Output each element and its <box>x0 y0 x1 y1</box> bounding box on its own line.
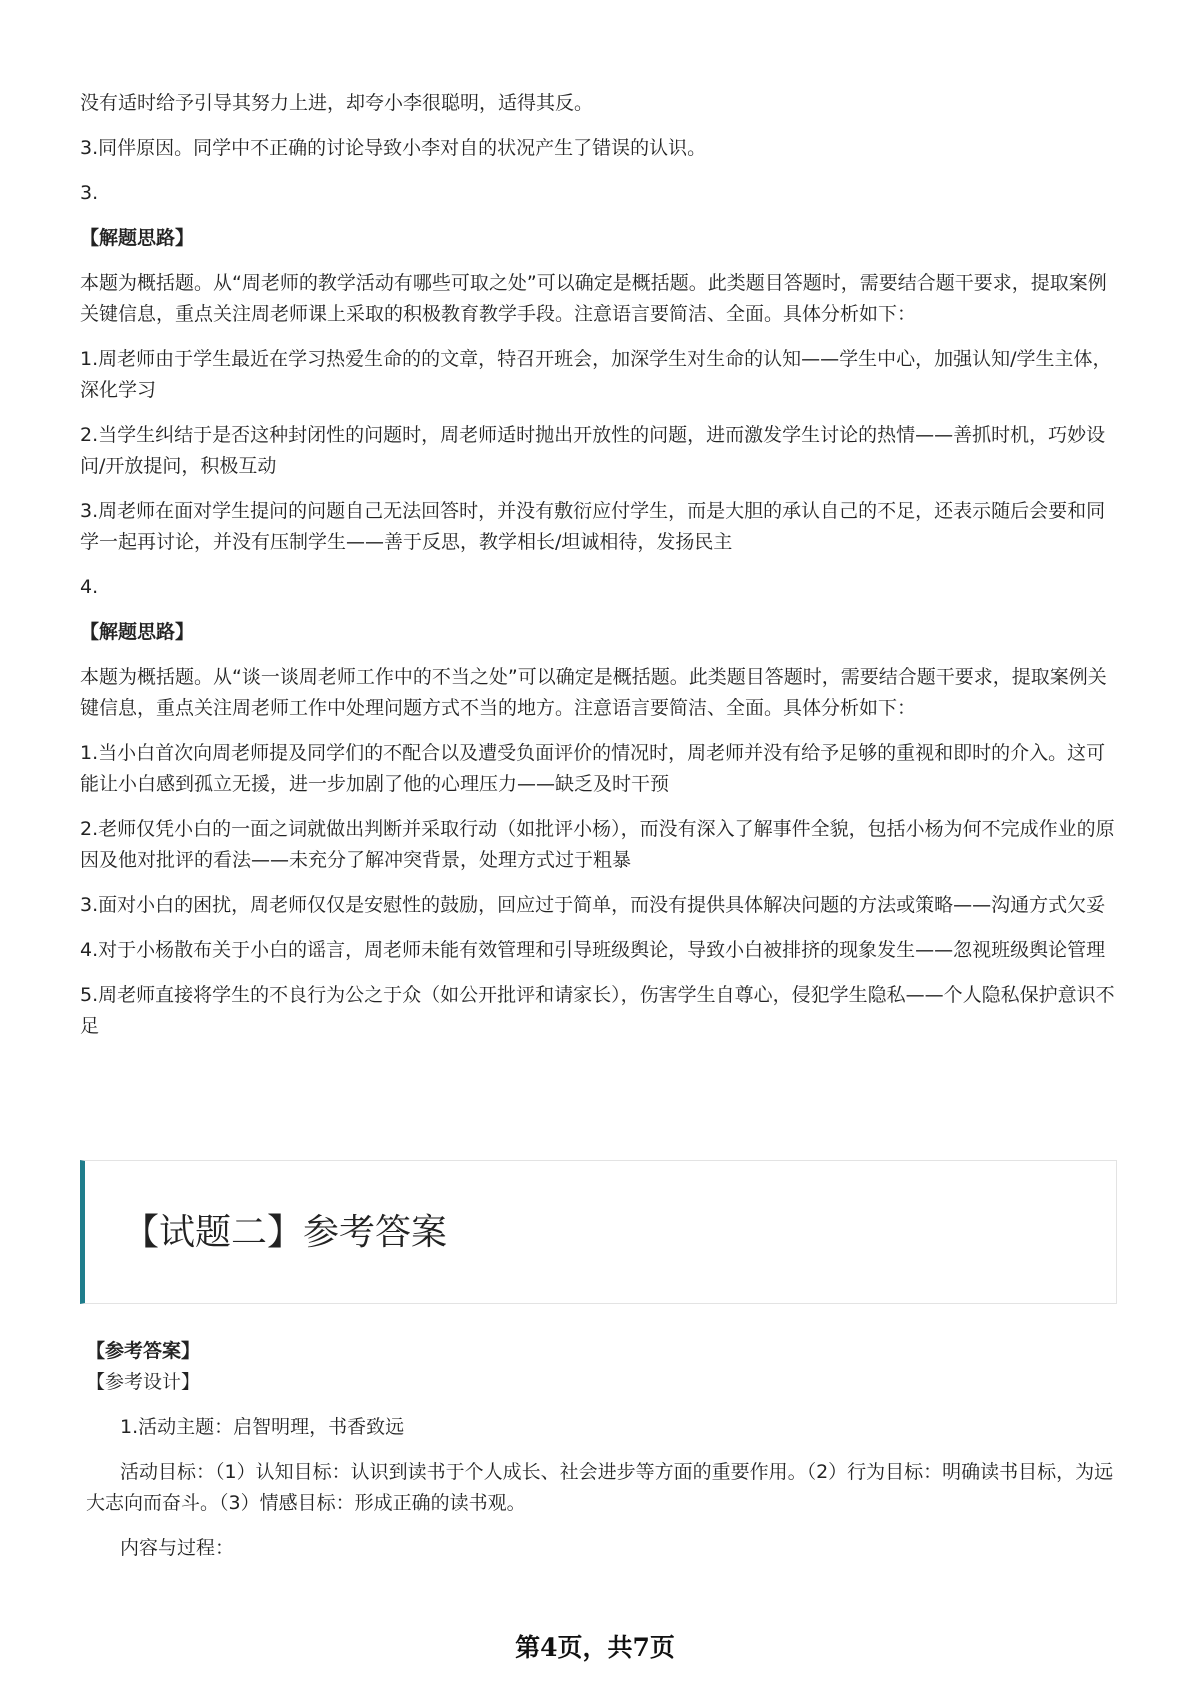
paragraph: 2.当学生纠结于是否这种封闭性的问题时，周老师适时抛出开放性的问题，进而激发学生讨论的热情——善抓时机，巧妙设问/开放提问，积极互动 <box>80 424 1106 477</box>
paragraph: 5.周老师直接将学生的不良行为公之于众（如公开批评和请家长），伤害学生自尊心，侵犯学生隐私——个人隐私保护意识不足 <box>80 984 1115 1037</box>
paragraph: 2.老师仅凭小白的一面之词就做出判断并采取行动（如批评小杨），而没有深入了解事件全貌，包括小杨为何不完成作业的原因及他对批评的看法——未充分了解冲突背景，处理方式过于粗暴 <box>80 818 1115 871</box>
section-title: 【试题二】参考答案 <box>123 1212 448 1253</box>
answer-label: 【参考答案】 <box>86 1340 201 1362</box>
question-number: 4. <box>80 576 99 598</box>
paragraph: 4.对于小杨散布关于小白的谣言，周老师未能有效管理和引导班级舆论，导致小白被排挤的现象发生——忽视班级舆论管理 <box>80 939 1106 961</box>
paragraph: 没有适时给予引导其努力上进，却夸小李很聪明，适得其反。 <box>80 92 594 114</box>
answer-block <box>86 1336 1120 1578</box>
paragraph: 3.同伴原因。同学中不正确的讨论导致小李对自的状况产生了错误的认识。 <box>80 137 707 159</box>
section-header-box <box>80 1160 1117 1304</box>
document-body <box>80 88 1120 1056</box>
paragraph: 3.面对小白的困扰，周老师仅仅是安慰性的鼓励，回应过于简单，而没有提供具体解决问题的方法或策略——沟通方式欠妥 <box>80 894 1106 916</box>
activity-theme: 1.活动主题：启智明理，书香致远 <box>120 1416 405 1438</box>
solution-idea-heading: 【解题思路】 <box>80 621 195 643</box>
question-number: 3. <box>80 182 99 204</box>
paragraph: 本题为概括题。从“谈一谈周老师工作中的不当之处”可以确定是概括题。此类题目答题时，需要结合题干要求，提取案例关键信息，重点关注周老师工作中处理问题方式不当的地方。注意语言要简洁、全面。具体分析如下： <box>80 666 1107 719</box>
paragraph: 1.周老师由于学生最近在学习热爱生命的的文章，特召开班会，加深学生对生命的认知——学生中心，加强认知/学生主体，深化学习 <box>80 348 1112 401</box>
activity-process-label: 内容与过程： <box>120 1537 235 1559</box>
paragraph: 本题为概括题。从“周老师的教学活动有哪些可取之处”可以确定是概括题。此类题目答题时，需要结合题干要求，提取案例关键信息，重点关注周老师课上采取的积极教育教学手段。注意语言要简洁、全面。具体分析如下： <box>80 272 1107 325</box>
solution-idea-heading: 【解题思路】 <box>80 227 195 249</box>
design-label: 【参考设计】 <box>86 1371 201 1393</box>
page-footer: 第4页，共7页 <box>515 1633 675 1662</box>
activity-goals: 活动目标：（1）认知目标：认识到读书于个人成长、社会进步等方面的重要作用。（2）行为目标：明确读书目标，为远大志向而奋斗。（3）情感目标：形成正确的读书观。 <box>86 1461 1114 1514</box>
paragraph: 3.周老师在面对学生提问的问题自己无法回答时，并没有敷衍应付学生，而是大胆的承认自己的不足，还表示随后会要和同学一起再讨论，并没有压制学生——善于反思，教学相长/坦诚相待，发扬民主 <box>80 500 1106 553</box>
paragraph: 1.当小白首次向周老师提及同学们的不配合以及遭受负面评价的情况时，周老师并没有给予足够的重视和即时的介入。这可能让小白感到孤立无援，进一步加剧了他的心理压力——缺乏及时干预 <box>80 742 1106 795</box>
